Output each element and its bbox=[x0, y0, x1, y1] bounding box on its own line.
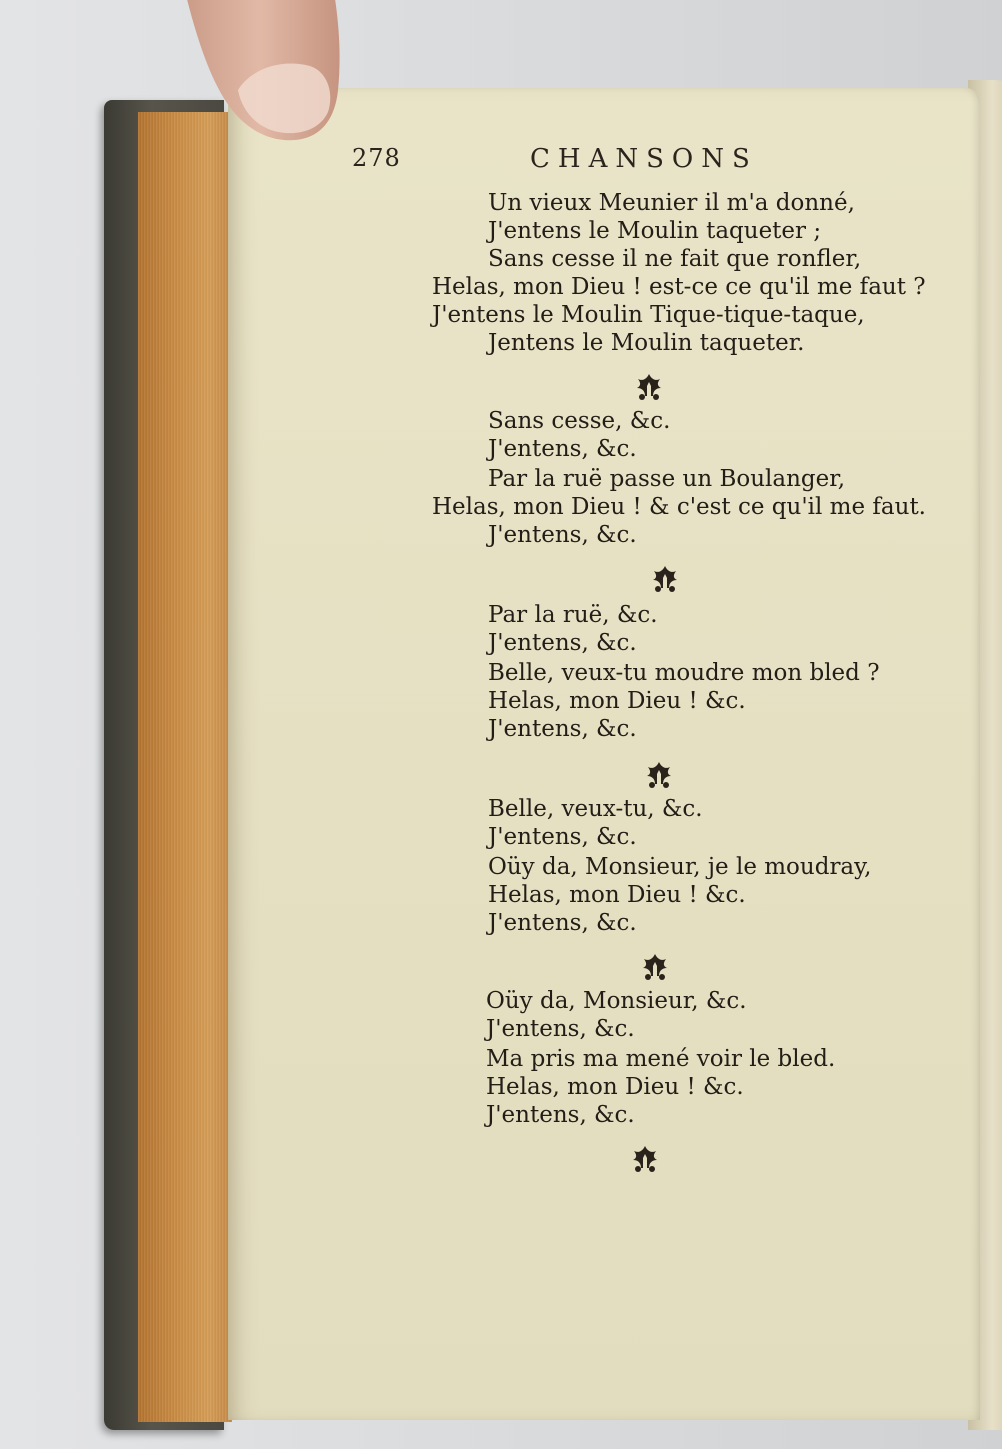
running-title: CHANSONS bbox=[530, 144, 758, 174]
verse-line: Helas, mon Dieu ! & c'est ce qu'il me faut. bbox=[432, 494, 926, 520]
verse-line: J'entens, &c. bbox=[486, 1102, 635, 1128]
fleuron-icon bbox=[628, 1144, 662, 1174]
verse-line: J'entens, &c. bbox=[488, 630, 637, 656]
page-number: 278 bbox=[352, 144, 401, 172]
verse-line: J'entens, &c. bbox=[488, 716, 637, 742]
verse-line: J'entens le Moulin taqueter ; bbox=[488, 218, 822, 244]
verse-line: Par la ruë, &c. bbox=[488, 602, 658, 628]
verse-line: Helas, mon Dieu ! &c. bbox=[486, 1074, 744, 1100]
verse-line: J'entens, &c. bbox=[486, 1016, 635, 1042]
verse-line: Ma pris ma mené voir le bled. bbox=[486, 1046, 836, 1072]
verse-line: Helas, mon Dieu ! est-ce ce qu'il me faut ? bbox=[432, 274, 926, 300]
fleuron-icon bbox=[632, 372, 666, 402]
verse-line: Belle, veux-tu moudre mon bled ? bbox=[488, 660, 880, 686]
thumb-icon bbox=[160, 0, 350, 142]
verse-line: Sans cesse il ne fait que ronfler, bbox=[488, 246, 862, 272]
verse-line: Sans cesse, &c. bbox=[488, 408, 671, 434]
verse-line: J'entens, &c. bbox=[488, 522, 637, 548]
verse-line: J'entens, &c. bbox=[488, 824, 637, 850]
verse-line: Helas, mon Dieu ! &c. bbox=[488, 688, 746, 714]
fleuron-icon bbox=[638, 952, 672, 982]
verse-line: Par la ruë passe un Boulanger, bbox=[488, 466, 846, 492]
fleuron-icon bbox=[648, 564, 682, 594]
verse-line: Belle, veux-tu, &c. bbox=[488, 796, 703, 822]
verse-line: Un vieux Meunier il m'a donné, bbox=[488, 190, 855, 216]
fleuron-icon bbox=[642, 760, 676, 790]
verse-line: J'entens le Moulin Tique-tique-taque, bbox=[432, 302, 865, 328]
verse-line: Jentens le Moulin taqueter. bbox=[488, 330, 805, 356]
verse-line: J'entens, &c. bbox=[488, 436, 637, 462]
verse-line: Oüy da, Monsieur, &c. bbox=[486, 988, 747, 1014]
verse-line: Oüy da, Monsieur, je le moudray, bbox=[488, 854, 872, 880]
gilded-page-edges bbox=[138, 112, 232, 1422]
verse-line: Helas, mon Dieu ! &c. bbox=[488, 882, 746, 908]
verse-line: J'entens, &c. bbox=[488, 910, 637, 936]
